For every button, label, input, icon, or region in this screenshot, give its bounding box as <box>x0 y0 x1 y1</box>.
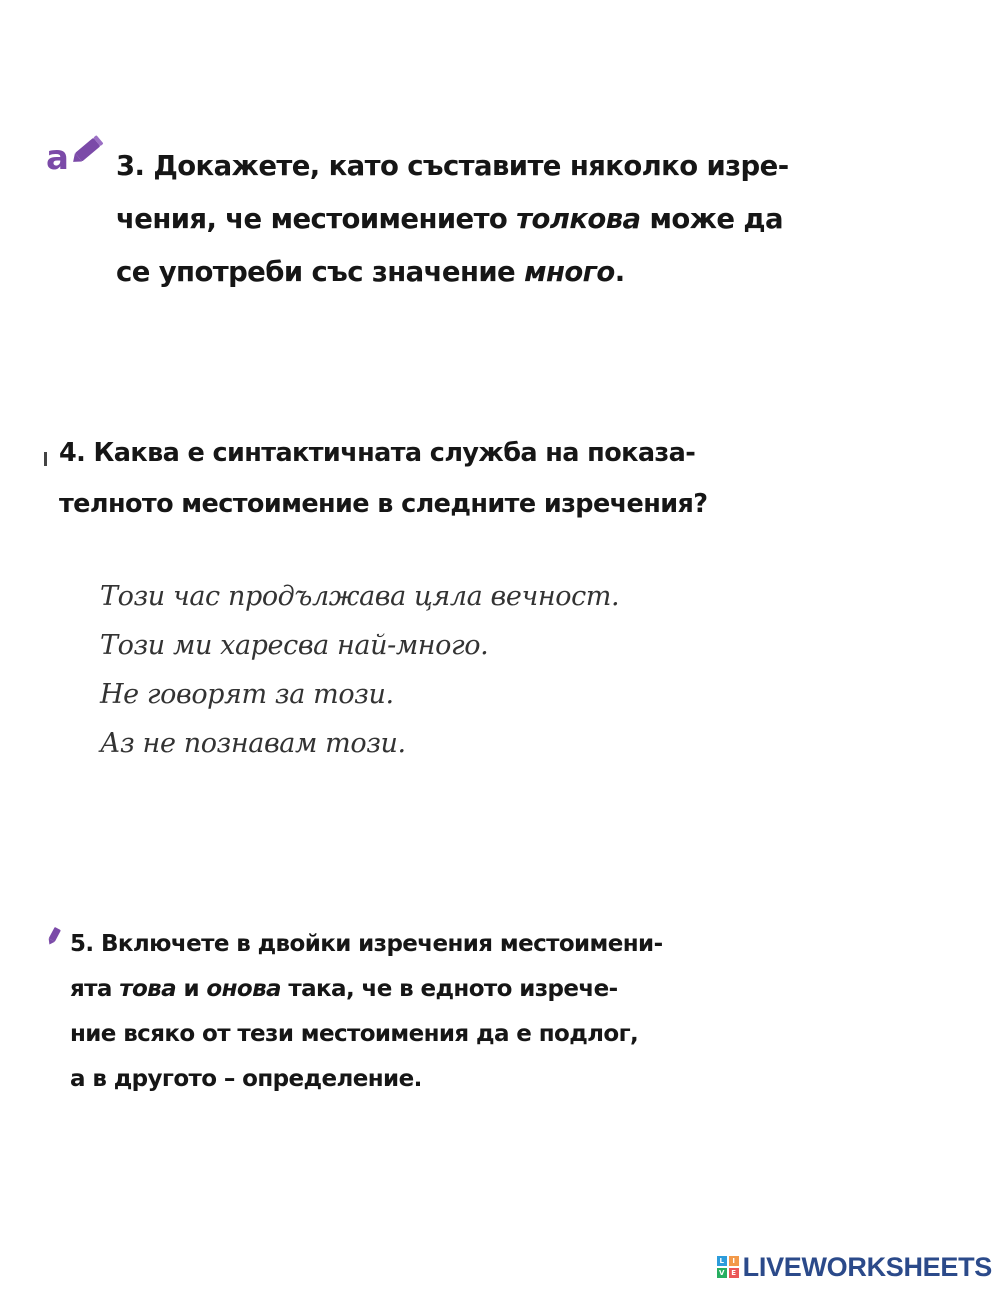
exercise-5-line-3: ние всяко от тези местоимения да е подлог, <box>70 1021 639 1047</box>
exercise-4-line-2: телното местоимение в следните изречения? <box>59 489 708 519</box>
exercise-5-line-4: а в другото – определение. <box>70 1066 422 1092</box>
exercise-3-line-1: 3. Докажете, като съставите няколко изре- <box>116 150 789 182</box>
exercise-4-line-1: 4. Каква е синтактичната служба на показа- <box>59 438 696 468</box>
exercise-3 <box>116 140 789 299</box>
exercise-5-line-1: 5. Включете в двойки изречения местоимени- <box>70 931 663 957</box>
exercise-marker-letter: а <box>46 138 69 178</box>
exercise-3-line-3: се употреби със значение много. <box>116 256 625 288</box>
pencil-icon <box>44 922 66 948</box>
exercise-5 <box>70 922 663 1102</box>
example-sentence: Не говорят за този. <box>100 679 394 710</box>
pencil-icon <box>68 130 108 170</box>
liveworksheets-logo-icon: L I V E <box>717 1256 739 1278</box>
emphasized-word: онова <box>206 976 281 1002</box>
brand-name: LIVEWORKSHEETS <box>742 1251 992 1282</box>
emphasized-word: това <box>119 976 177 1002</box>
example-sentence: Този ми харесва най-много. <box>100 630 489 661</box>
margin-mark <box>44 452 47 466</box>
example-sentence: Този час продължава цяла вечност. <box>100 581 620 612</box>
emphasized-word: толкова <box>516 203 641 235</box>
exercise-4 <box>59 428 708 530</box>
example-sentences <box>100 572 619 768</box>
exercise-5-line-2: ята това и онова така, че в едното изрече- <box>70 976 618 1002</box>
liveworksheets-watermark <box>717 1253 992 1281</box>
example-sentence: Аз не познавам този. <box>100 728 406 759</box>
exercise-3-line-2: чения, че местоимението толкова може да <box>116 203 783 235</box>
emphasized-word: много <box>524 256 615 288</box>
